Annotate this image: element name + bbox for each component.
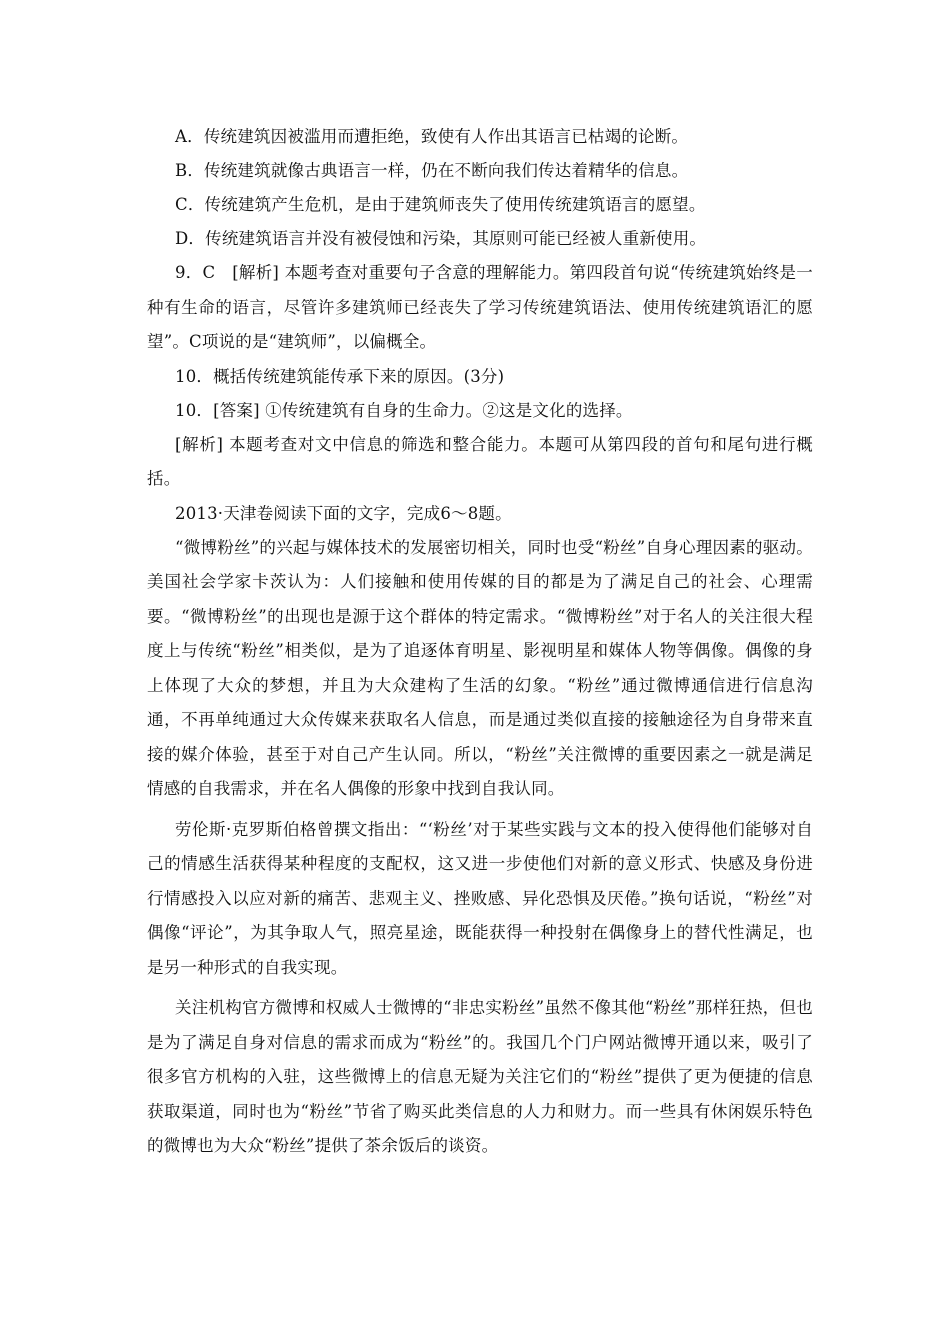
answer-9-analysis: 9．C [解析] 本题考查对重要句子含意的理解能力。第四段首句说“传统建筑始终是一种有生命的语言，尽管许多建筑师已经丧失了学习传统建筑语法、使用传统建筑语汇的愿望”。C项说的是“建筑师”，以偏概全。 <box>147 263 813 351</box>
analysis-10: [解析] 本题考查对文中信息的筛选和整合能力。本题可从第四段的首句和尾句进行概括。 <box>147 434 813 488</box>
option-d: D．传统建筑语言并没有被侵蚀和污染，其原则可能已经被人重新使用。 <box>175 229 707 248</box>
option-c: C．传统建筑产生危机，是由于建筑师丧失了使用传统建筑语言的愿望。 <box>175 195 706 214</box>
option-a: A．传统建筑因被滥用而遭拒绝，致使有人作出其语言已枯竭的论断。 <box>175 127 689 146</box>
document-body <box>147 120 813 1164</box>
answer-10: 10．[答案] ①传统建筑有自身的生命力。②这是文化的选择。 <box>175 400 633 420</box>
section-heading: 2013·天津卷阅读下面的文字，完成6～8题。 <box>175 503 512 523</box>
passage-paragraph-1: “微博粉丝”的兴起与媒体技术的发展密切相关，同时也受“粉丝”自身心理因素的驱动。美国社会学家卡茨认为：人们接触和使用传媒的目的都是为了满足自己的社会、心理需要。“微博粉丝”的出现也是源于这个群体的特定需求。“微博粉丝”对于名人的关注很大程度上与传统“粉丝”相类似，是为了追逐体育明星、影视明星和媒体人物等偶像。偶像的身上体现了大众的梦想，并且为大众建构了生活的幻象。“粉丝”通过微博通信进行信息沟通，不再单纯通过大众传媒来获取名人信息，而是通过类似直接的接触途径为自身带来直接的媒介体验，甚至于对自己产生认同。所以，“粉丝”关注微博的重要因素之一就是满足情感的自我需求，并在名人偶像的形象中找到自我认同。 <box>147 537 813 798</box>
passage-paragraph-3: 关注机构官方微博和权威人士微博的“非忠实粉丝”虽然不像其他“粉丝”那样狂热，但也是为了满足自身对信息的需求而成为“粉丝”的。我国几个门户网站微博开通以来，吸引了很多官方机构的入驻，这些微博上的信息无疑为关注它们的“粉丝”提供了更为便捷的信息获取渠道，同时也为“粉丝”节省了购买此类信息的人力和财力。而一些具有休闲娱乐特色的微博也为大众“粉丝”提供了茶余饭后的谈资。 <box>147 998 813 1155</box>
option-b: B．传统建筑就像古典语言一样，仍在不断向我们传达着精华的信息。 <box>175 161 689 180</box>
question-10: 10．概括传统建筑能传承下来的原因。(3分) <box>175 366 505 386</box>
passage-paragraph-2: 劳伦斯·克罗斯伯格曾撰文指出：“‘粉丝’对于某些实践与文本的投入使得他们能够对自己的情感生活获得某种程度的支配权，这又进一步使他们对新的意义形式、快感及身份进行情感投入以应对新的痛苦、悲观主义、挫败感、异化恐惧及厌倦。”换句话说，“粉丝”对偶像“评论”，为其争取人气，照亮星途，既能获得一种投射在偶像身上的替代性满足，也是另一种形式的自我实现。 <box>147 819 813 977</box>
